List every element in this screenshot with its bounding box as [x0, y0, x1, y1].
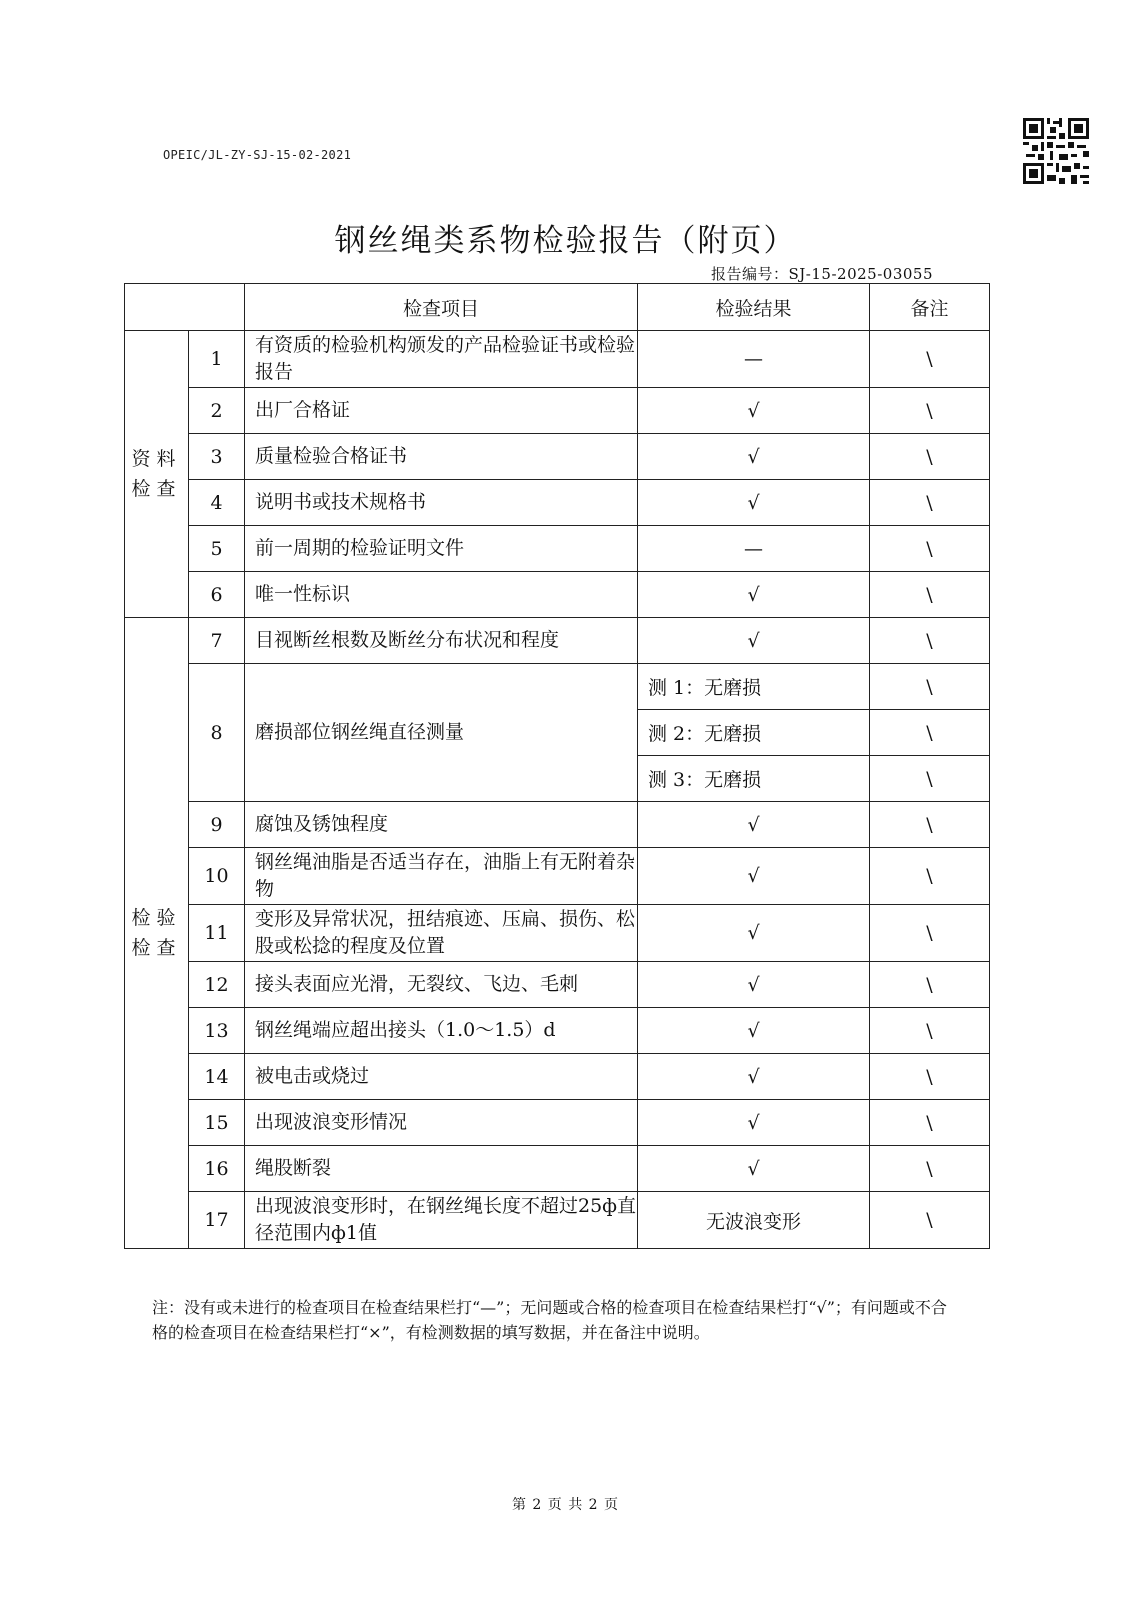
- row-number: 2: [189, 388, 245, 434]
- row-number: 6: [189, 572, 245, 618]
- row-item: 出厂合格证: [245, 388, 638, 434]
- row-note: \: [870, 1100, 990, 1146]
- table-row: [125, 1100, 990, 1146]
- table-row: [125, 388, 990, 434]
- row-number: 9: [189, 802, 245, 848]
- row-number: 13: [189, 1008, 245, 1054]
- row-result: √: [638, 1054, 870, 1100]
- row-result: √: [638, 962, 870, 1008]
- row-note: \: [870, 572, 990, 618]
- row-item: 磨损部位钢丝绳直径测量: [245, 664, 638, 802]
- table-row: [125, 434, 990, 480]
- row-result: √: [638, 848, 870, 905]
- row-note: \: [870, 1192, 990, 1249]
- table-row: [125, 1146, 990, 1192]
- row-item: 接头表面应光滑，无裂纹、飞边、毛刺: [245, 962, 638, 1008]
- row-item: 质量检验合格证书: [245, 434, 638, 480]
- row-note: \: [870, 434, 990, 480]
- table-row: [125, 526, 990, 572]
- row-number: 12: [189, 962, 245, 1008]
- row-number: 10: [189, 848, 245, 905]
- report-number: 报告编号：SJ-15-2025-03055: [711, 265, 933, 283]
- row-note: \: [870, 848, 990, 905]
- row-result: √: [638, 802, 870, 848]
- row-result: √: [638, 434, 870, 480]
- header-item: 检查项目: [245, 284, 638, 331]
- row-item: 钢丝绳端应超出接头（1.0～1.5）d: [245, 1008, 638, 1054]
- row-note: \: [870, 802, 990, 848]
- row-result: √: [638, 572, 870, 618]
- row-number: 3: [189, 434, 245, 480]
- row-result: 无波浪变形: [638, 1192, 870, 1249]
- table-row: [125, 962, 990, 1008]
- table-header-row: [125, 284, 990, 331]
- row-result: —: [638, 331, 870, 388]
- row-result: 测 2：无磨损: [638, 710, 870, 756]
- table-row: [125, 572, 990, 618]
- row-item: 前一周期的检验证明文件: [245, 526, 638, 572]
- group-inspection-check: 检验检查: [125, 618, 189, 1249]
- table-row: [125, 802, 990, 848]
- row-note: \: [870, 388, 990, 434]
- row-note: \: [870, 1054, 990, 1100]
- row-note: \: [870, 962, 990, 1008]
- row-item: 说明书或技术规格书: [245, 480, 638, 526]
- row-note: \: [870, 905, 990, 962]
- row-result: √: [638, 618, 870, 664]
- row-number: 17: [189, 1192, 245, 1249]
- row-number: 14: [189, 1054, 245, 1100]
- row-number: 11: [189, 905, 245, 962]
- row-result: √: [638, 1008, 870, 1054]
- table-row: [125, 480, 990, 526]
- header-result: 检验结果: [638, 284, 870, 331]
- row-number: 5: [189, 526, 245, 572]
- header-note: 备注: [870, 284, 990, 331]
- table-row: [125, 905, 990, 962]
- inspection-table: [124, 283, 990, 1249]
- row-note: \: [870, 1008, 990, 1054]
- table-row: [125, 1008, 990, 1054]
- group-docs-check: 资料检查: [125, 331, 189, 618]
- page-title: 钢丝绳类系物检验报告（附页）: [334, 223, 797, 259]
- table-row: [125, 618, 990, 664]
- row-result: √: [638, 480, 870, 526]
- row-note: \: [870, 710, 990, 756]
- row-note: \: [870, 480, 990, 526]
- row-result: —: [638, 526, 870, 572]
- row-item: 出现波浪变形时，在钢丝绳长度不超过25ф直径范围内ф1值: [245, 1192, 638, 1249]
- row-item: 钢丝绳油脂是否适当存在，油脂上有无附着杂物: [245, 848, 638, 905]
- page-number: 第 2 页 共 2 页: [511, 1497, 620, 1513]
- row-note: \: [870, 526, 990, 572]
- row-result: √: [638, 1146, 870, 1192]
- row-item: 出现波浪变形情况: [245, 1100, 638, 1146]
- row-item: 有资质的检验机构颁发的产品检验证书或检验报告: [245, 331, 638, 388]
- row-number: 16: [189, 1146, 245, 1192]
- row-result: 测 3：无磨损: [638, 756, 870, 802]
- row-number: 7: [189, 618, 245, 664]
- document-code: OPEIC/JL-ZY-SJ-15-02-2021: [163, 148, 352, 162]
- header-blank: [125, 284, 245, 331]
- row-item: 目视断丝根数及断丝分布状况和程度: [245, 618, 638, 664]
- row-note: \: [870, 331, 990, 388]
- row-note: \: [870, 618, 990, 664]
- table-row: [125, 1192, 990, 1249]
- row-item: 唯一性标识: [245, 572, 638, 618]
- table-row: [125, 664, 990, 710]
- table-row: [125, 331, 990, 388]
- row-result: √: [638, 905, 870, 962]
- row-number: 4: [189, 480, 245, 526]
- row-note: \: [870, 1146, 990, 1192]
- row-result: √: [638, 388, 870, 434]
- row-result: 测 1：无磨损: [638, 664, 870, 710]
- row-number: 15: [189, 1100, 245, 1146]
- row-item: 变形及异常状况，扭结痕迹、压扁、损伤、松股或松捻的程度及位置: [245, 905, 638, 962]
- footnote: 注：没有或未进行的检查项目在检查结果栏打“—”；无问题或合格的检查项目在检查结果栏打“√”；有问题或不合格的检查项目在检查结果栏打“×”，有检测数据的填写数据，并在备注中说明。: [152, 1298, 947, 1342]
- row-note: \: [870, 664, 990, 710]
- row-note: \: [870, 756, 990, 802]
- row-result: √: [638, 1100, 870, 1146]
- row-number: 8: [189, 664, 245, 802]
- row-item: 绳股断裂: [245, 1146, 638, 1192]
- table-row: [125, 1054, 990, 1100]
- row-number: 1: [189, 331, 245, 388]
- row-item: 腐蚀及锈蚀程度: [245, 802, 638, 848]
- qr-code: [1023, 118, 1089, 184]
- table-row: [125, 848, 990, 905]
- row-item: 被电击或烧过: [245, 1054, 638, 1100]
